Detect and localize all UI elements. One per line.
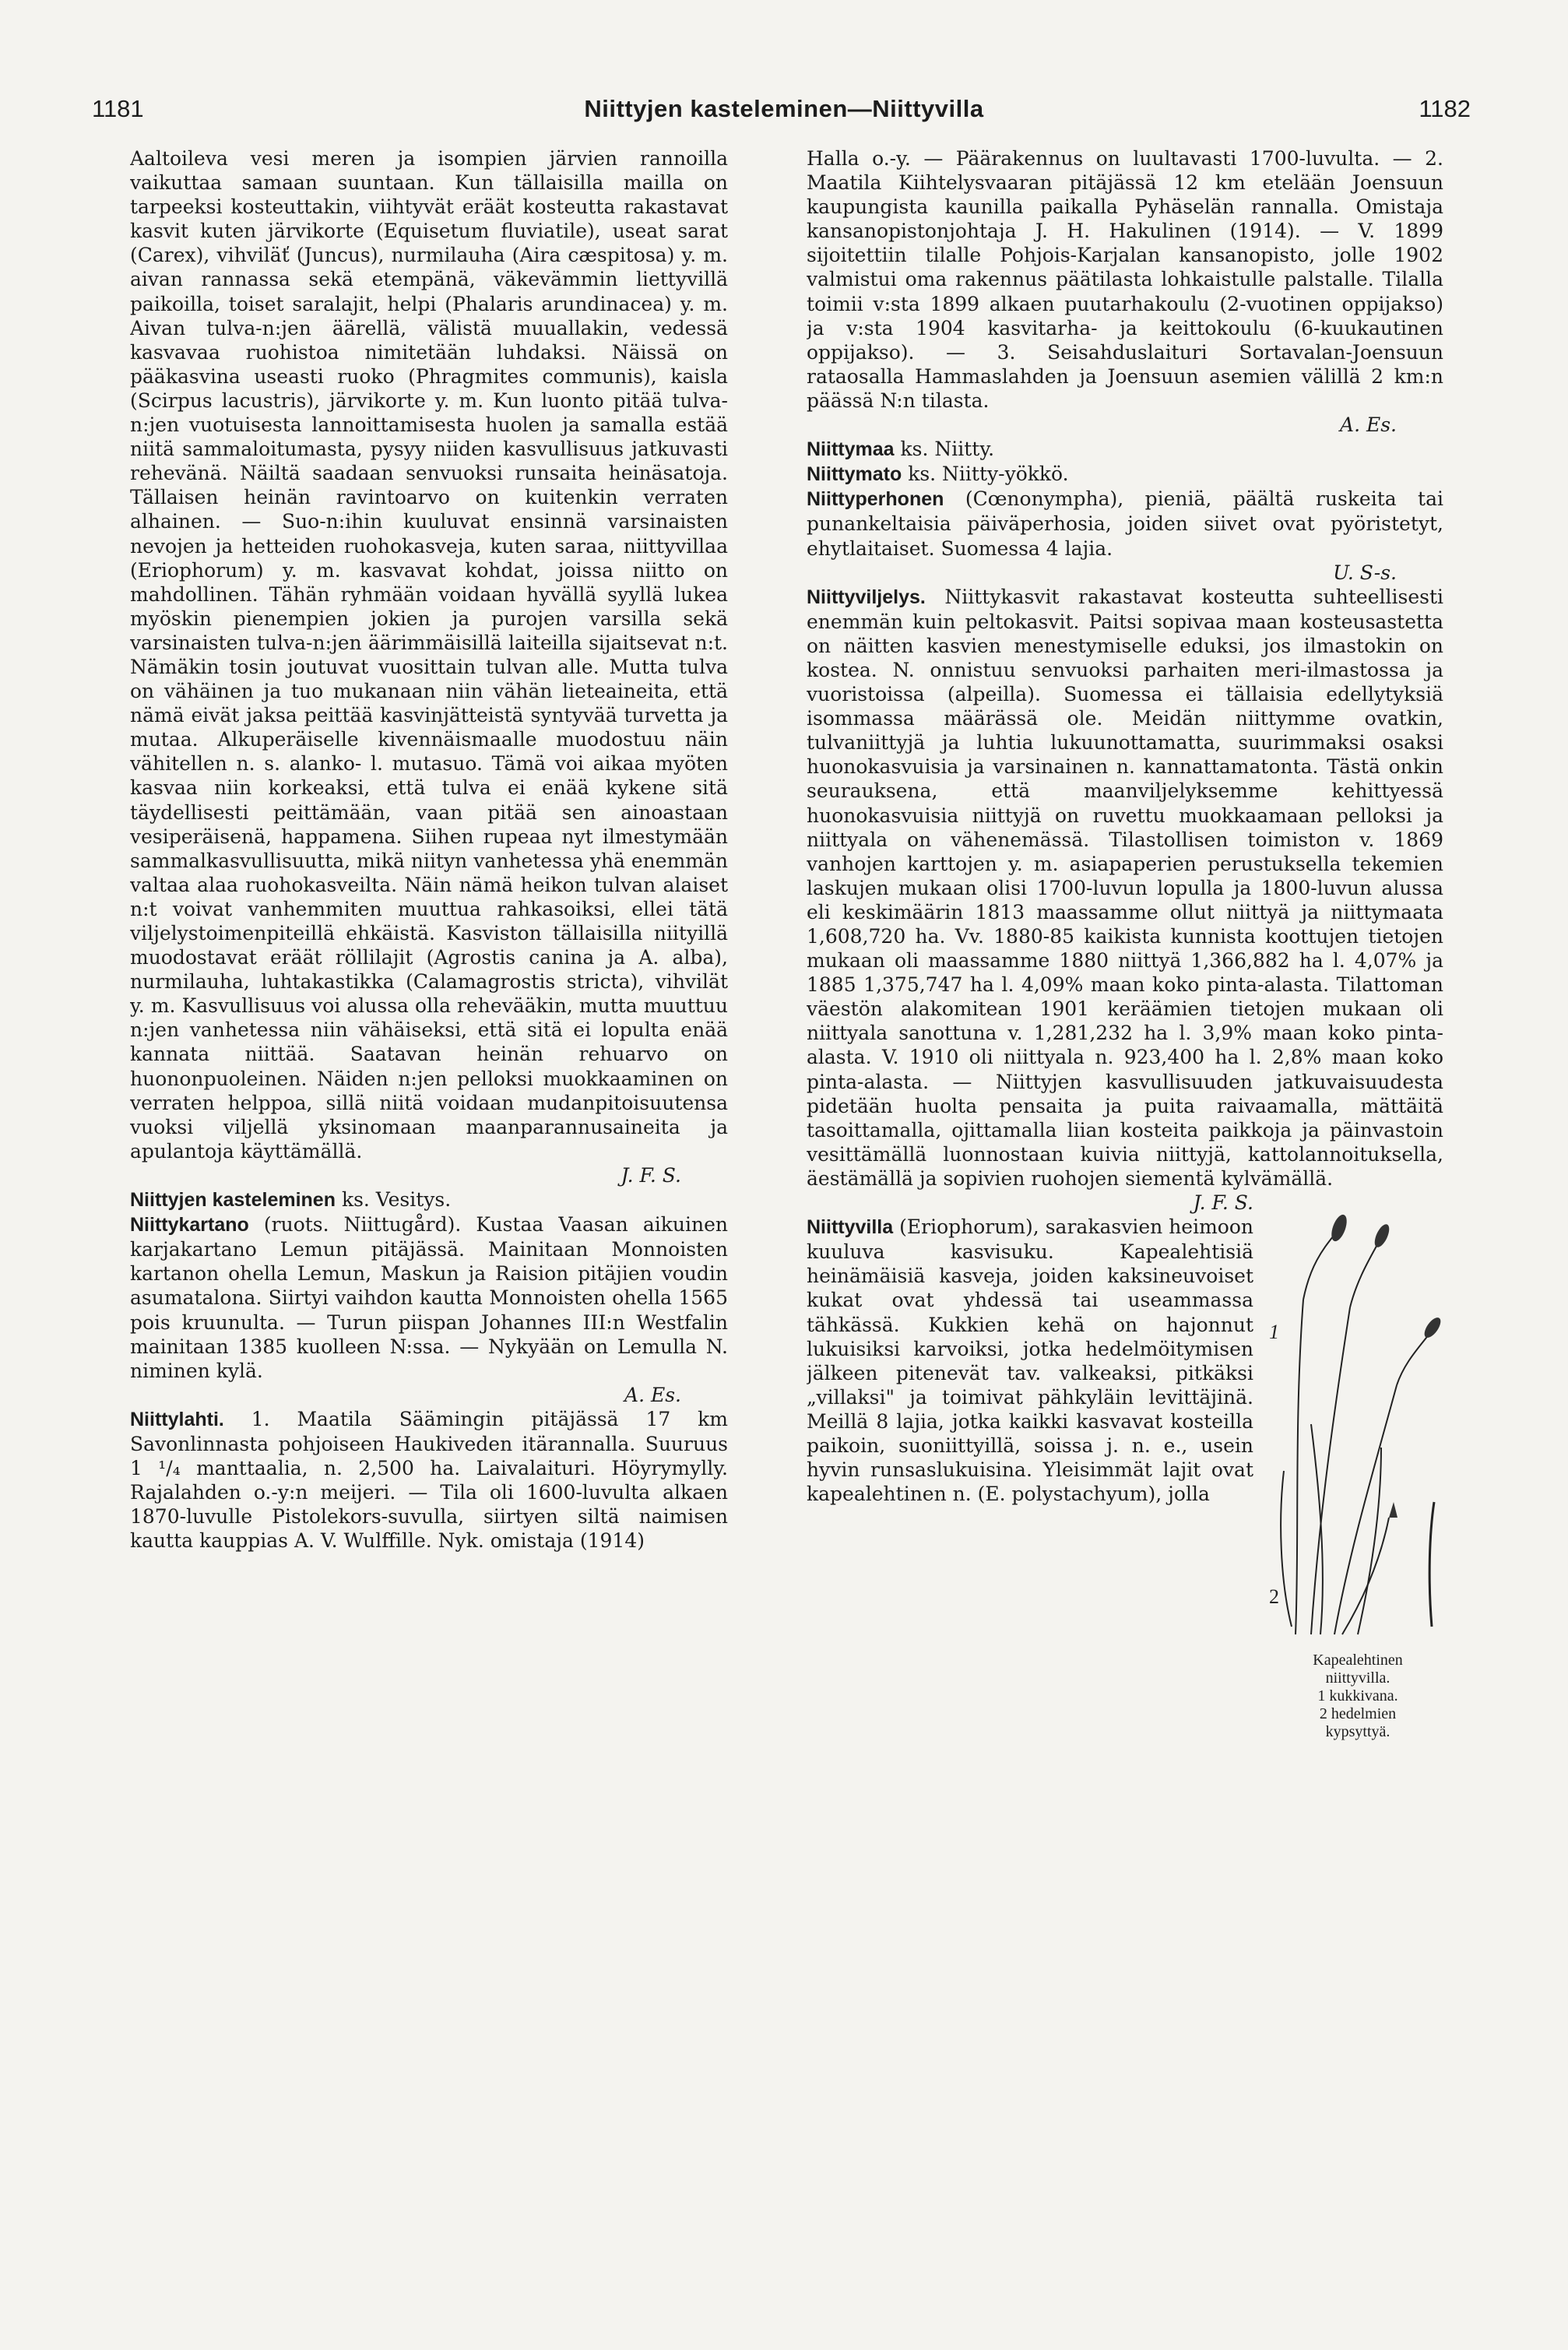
entry-text: ks. Vesitys. bbox=[341, 1188, 452, 1212]
entry-headword: Niittyjen kasteleminen bbox=[130, 1189, 336, 1212]
running-title: Niittyjen kasteleminen—Niittyvilla bbox=[584, 95, 984, 122]
entry-headword: Niittykartano bbox=[130, 1214, 249, 1237]
page-header bbox=[0, 95, 1568, 142]
entry bbox=[130, 1212, 728, 1383]
plant-figure bbox=[1264, 1191, 1443, 1741]
figure-label-2: 2 bbox=[1269, 1585, 1279, 1609]
entry-text: 1. Maatila Säämingin pitäjässä 17 km Savonlinnasta pohjoiseen Haukiveden itärannalla. Suuruus 1 ¹/₄ manttaalia, n. 2,500 ha. Laivalaituri. Höyrymylly. Rajalahden o.-y:n meijeri. — Tila oli 1600-luvulta alkaen 1870-luvulle Pistolekors-suvulla, siirtyen siltä naimisen kautta kauppias A. V. Wulffille. Nyk. omistaja (1914) bbox=[130, 1407, 728, 1553]
page-number-left: 1181 bbox=[92, 95, 144, 122]
entry-headword: Niittyvilla bbox=[807, 1216, 894, 1239]
signature: A. Es. bbox=[1340, 413, 1397, 437]
entry-text: Niittykasvit rakastavat kosteutta suhteellisesti enemmän kuin peltokasvit. Paitsi sopivaa maan kosteusastetta on näitten kasvien menestymiselle eduksi, jos ilmastokin on kostea. N. onnistuu senvuoksi parhaiten meri-ilmastossa ja vuoristoissa (alpeilla). Suomessa ei tällaisia edellytyksiä isommassa määrässä ole. Meidän niittymme ovatkin, tulvaniittyjä ja luhtia lukuunottamatta, suurimmaksi osaksi huonokasvuisia ja varsinainen n. kannattamatonta. Tästä onkin seurauksena, että maanviljelyksemme kehittyessä huonokasvuisia niittyjä on ruvettu muokkaamaan pelloksi ja niittyala on vähenemässä. Tilastollisen toimiston v. 1869 vanhojen karttojen y. m. asiapaperien perustuksella tekemien laskujen mukaan olisi 1700-luvun lopulla ja 1800-luvun alussa eli keskimäärin 1813 maassamme ollut niittyä ja niittymaata 1,608,720 ha. Vv. 1880-85 kaikista kunnista koottujen tietojen mukaan oli maassamme 1880 niittyä 1,366,882 ha l. 4,07% ja 1885 1,375,747 ha l. 4,09% maan koko pinta-alasta. Tilattoman väestön alakomitean 1901 keräämien tietojen mukaan oli niittyala sanottuna v. 1,281,232 ha l. 3,9% maan koko pinta-alasta. V. 1910 oli niittyala n. 923,400 ha l. 2,8% maan koko pinta-alasta. — Niittyjen kasvullisuuden jatkuvaisuudesta pidetään huolta pensaita ja puita raivaamalla, mättäitä tasoittamalla, ojittamalla liian kosteita paikkoja ja päinvastoin vesittämällä luonnostaan kuivia niittyjä, kattolannoituksella, äestämällä ja sopivien ruohojen siementä kylvämällä. bbox=[807, 585, 1443, 1190]
entry-headword: Niittymato bbox=[807, 463, 902, 486]
entry bbox=[130, 1187, 728, 1212]
entry-text: (ruots. Niittugård). Kustaa Vaasan aikuinen karjakartano Lemun pitäjässä. Mainitaan Monnoisten kartanon ohella Lemun, Maskun ja Raision pitäjien voudin asumatalona. Siirtyi vaihdon kautta Monnoisten ohella 1565 pois kruunulta. — Turun piispan Johannes III:n Westfalin mainitaan 1385 kuolleen N:ssa. — Nykyään on Lemulla N. niminen kylä. bbox=[130, 1213, 728, 1382]
entry-text: Aaltoileva vesi meren ja isompien järvien rannoilla vaikuttaa samaan suuntaan. Kun tällaisilla mailla on tarpeeksi kosteuttakin, viihtyvät eräät kosteutta rakastavat kasvit kuten järvikorte (Equisetum fluviatile), useat sarat (Carex), vihviläť (Juncus), nurmilauha (Aira cæspitosa) y. m. aivan rannassa sekä etempänä, väkevämmin liettyvillä paikoilla, toiset saralajit, helpi (Phalaris arundinacea) y. m. Aivan tulva-n:jen äärellä, välistä muuallakin, vedessä kasvavaa ruohistoa nimitetään luhdaksi. Näissä on pääkasvina useasti ruoko (Phragmites communis), kaisla (Scirpus lacustris), järvikorte y. m. Kun luonto pitää tulva-n:jen vuotuisesta lannoittamisesta huolen ja samalla estää niitä sammaloitumasta, pysyy niiden kasvullisuus jatkuvasti rehevänä. Näiltä saadaan senvuoksi runsaita heinäsatoja. Tällaisen heinän ravintoarvo on kuitenkin verraten alhainen. — Suo-n:ihin kuuluvat ensinnä varsinaisten nevojen ja hetteiden ruohokasveja, kuten saraa, niittyvillaa (Eriophorum) y. m. kasvavat kohdat, joissa niitto on mahdollinen. Tähän ryhmään voidaan hyvällä syyllä lukea myöskin pienempien jokien ja purojen varsilla sekä varsinaisten tulva-n:jen äärimmäisillä laiteilla sijaitsevat n:t. Nämäkin tosin joutuvat vuosittain tulvan alle. Mutta tulva on vähäinen ja tuo mukanaan niin vähän lieteaineita, että nämä eivät jaksa peittää kasvinjätteistä syntyvää turvetta ja mutaa. Alkuperäiselle kivennäismaalle muodostuu näin vähitellen n. s. alanko- l. mutasuo. Tämä voi aikaa myöten kasvaa niin korkeaksi, että tulva ei enää kykene sitä täydellisesti peittämään, vaan pitää sen ainoastaan vesiperäisenä, happamena. Siihen rupeaa nyt ilmestymään sammalkasvullisuutta, mikä niityn vanhetessa yhä enemmän valtaa alaa ruohokasveilta. Näin nämä heikon tulvan alaiset n:t voivat vanhemmiten muuttua rahkasoiksi, ellei tätä viljelystoimenpiteillä ehkäistä. Kasviston tällaisilla niityillä muodostavat eräät röllilajit (Agrostis canina ja A. alba), nurmilauha, luhtakastikka (Calamagrostis stricta), vihvilät y. m. Kasvullisuus voi alussa olla rehevääkin, mutta muuttuu n:jen vanhetessa niin vähäiseksi, että sitä ei lopulta enää kannata niittää. Saatavan heinän rehuarvo on huononpuoleinen. Näiden n:jen pelloksi muokkaaminen on verraten helppoa, sillä niitä voidaan mudanpitoisuutensa vuoksi viljellä yksinomaan maanparannusaineita ja apulantoja käyttämällä. bbox=[130, 147, 728, 1163]
caption-line: kypsyttyä. bbox=[1325, 1723, 1390, 1741]
entry-text: Halla o.-y. — Päärakennus on luultavasti 1700-luvulta. — 2. Maatila Kiihtelysvaaran pitäjässä 12 km etelään Joensuun kaupungista kaunilla paikalla Pyhäselän rannalla. Omistaja kansanopistonjohtaja J. H. Hakulinen (1914). — V. 1899 sijoitettiin tilalle Pohjois-Karjalan kansanopisto, jolle 1902 valmistui oma rakennus päätilasta lohkaistulle palstalle. Tilalla toimii v:sta 1899 alkaen puutarhakoulu (2-vuotinen oppijakso) ja v:sta 1904 kasvitarha- ja keittokoulu (6-kuukautinen oppijakso). — 3. Seisahduslaituri Sortavalan-Joensuun rataosalla Hammaslahden ja Joensuun asemien välillä 2 km:n päässä N:n tilasta. bbox=[807, 147, 1443, 412]
entry-text: (Cœnonympha), pieniä, päältä ruskeita tai punankeltaisia päiväperhosia, joiden siivet ovat pyöristetyt, ehytlaitaiset. Suomessa 4 lajia. bbox=[807, 487, 1443, 560]
signature: J. F. S. bbox=[621, 1163, 681, 1187]
entry-text: (Eriophorum), sarakasvien heimoon kuuluva kasvisuku. Kapealehtisiä heinämäisiä kasveja, joiden kaksineuvoiset kukat ovat yhdessä tai useammassa tähkässä. Kukkien kehä on hajonnut lukuisiksi karvoiksi, jotka hedelmöitymisen jälkeen pitenevät tav. valkeaksi, pitkäksi „villaksi" ja toimivat pähkyläin levittäjinä. Meillä 8 lajia, jotka kaikki kasvavat kosteilla paikoin, suoniittyillä, soissa j. n. e., usein hyvin runsaslukuisina. Yleisimmät lajit ovat kapealehtinen n. (E. polystachyum), jolla bbox=[807, 1215, 1253, 1506]
figure-label-1: 1 bbox=[1269, 1321, 1279, 1344]
entry bbox=[130, 1407, 728, 1553]
caption-line: niittyvilla. bbox=[1325, 1669, 1390, 1687]
entry bbox=[807, 487, 1443, 560]
entry bbox=[807, 462, 1443, 487]
page-number-right: 1182 bbox=[1419, 95, 1471, 122]
entry-headword: Niittyperhonen bbox=[807, 488, 944, 511]
cotton-grass-illustration bbox=[1264, 1191, 1443, 1642]
entry-headword: Niittylahti. bbox=[130, 1408, 224, 1430]
caption-line: 2 hedelmien bbox=[1319, 1705, 1397, 1723]
entry-text: ks. Niitty-yökkö. bbox=[908, 463, 1069, 486]
left-column bbox=[130, 146, 728, 2319]
entry-headword: Niittyviljelys. bbox=[807, 586, 926, 608]
figure-caption bbox=[1264, 1652, 1443, 1741]
signature: U. S-s. bbox=[1333, 561, 1397, 584]
entry bbox=[807, 585, 1443, 1191]
signature: J. F. S. bbox=[1193, 1191, 1253, 1215]
entry bbox=[807, 437, 1443, 462]
signature: A. Es. bbox=[624, 1383, 681, 1406]
entry-text: ks. Niitty. bbox=[900, 438, 995, 461]
caption-line: 1 kukkivana. bbox=[1317, 1687, 1398, 1705]
caption-line: Kapealehtinen bbox=[1313, 1652, 1403, 1669]
right-column bbox=[807, 146, 1443, 2319]
entry-headword: Niittymaa bbox=[807, 438, 895, 461]
